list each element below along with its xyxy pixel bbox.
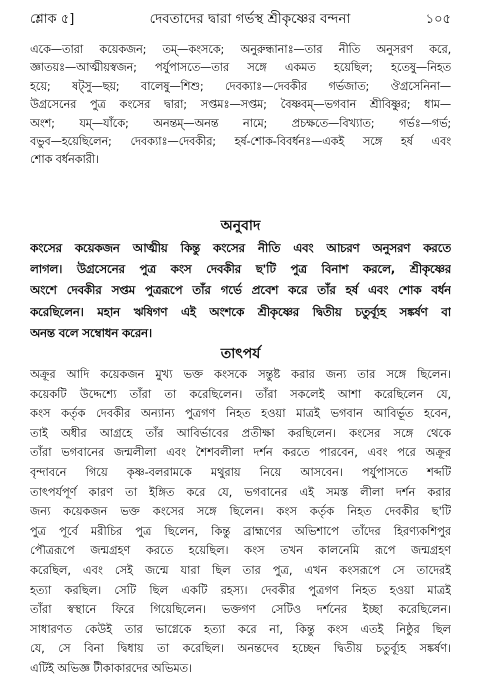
purport-line: জন্য কয়েকজন ভক্ত কংসের সঙ্গে ছিলেন। কংস কর্তৃক নিহত দেবকীর ছ'টি [30,504,451,519]
translation-heading-wrap [30,214,451,236]
synonyms-line: জ্ঞাতয়ঃ—আত্মীয়স্বজন; পর্যুপাসতে—তার সঙ্গে একমত হয়েছিল; হতেষু—নিহত [30,60,451,75]
synonyms-line: শোক বর্ধনকারী। [30,152,99,167]
purport-line: অক্রূর আদি কয়েকজন মুখ্য ভক্ত কংসকে সন্তুষ্ট করার জন্য তার সঙ্গে ছিলেন। [30,367,451,381]
running-header [30,8,451,30]
purport-line: সাধারণত কেউই তার ভাগ্নেকে হত্যা করে না, কিন্তু কংস এতই নিষ্ঠুর ছিল [30,621,451,636]
translation-line: অংশে দেবকীর সপ্তম পুত্ররূপে তাঁর গর্ভে প্রবেশ করে তাঁর হর্ষ এবং শোক বর্ধন [30,283,451,298]
translation-line: লাগল। উগ্রসেনের পুত্র কংস দেবকীর ছ'টি পুত্র বিনাশ করলে, শ্রীকৃষ্ণের [30,262,451,277]
purport-heading-wrap [30,342,451,364]
purport-line: বৃন্দাবনে গিয়ে কৃষ্ণ-বলরামকে মথুরায় নিয়ে আসবেন। পর্যুপাসতে শব্দটি [30,464,451,479]
purport-section [30,365,451,679]
verse-reference: শ্লোক ৫] [30,12,75,27]
translation-heading: অনুবাদ [220,218,261,234]
purport-line: পৌত্ররূপে জন্মগ্রহণ করতে হয়েছিল। কংস তখন কালনেমি রূপে জন্মগ্রহণ [30,543,451,558]
translation-line: অনন্ত বলে সম্বোধন করেন। [30,325,152,340]
translation-line: কংসের কয়েকজন আত্মীয় কিন্তু কংসের নীতি এবং আচরণ অনুসরণ করতে [30,241,451,255]
purport-line: কয়েকটি উদ্দেশ্যে তাঁরা তা করেছিলেন। তাঁরা সকলেই আশা করেছিলেন যে, [30,386,451,401]
purport-line: তাঁরা স্বস্থানে ফিরে গিয়েছিলেন। ভক্তগণ সেটিও দর্শনের ইচ্ছা করেছিলেন। [30,602,451,617]
synonyms-section [30,40,451,169]
purport-line: তাঁরা ভগবানের জন্মলীলা এবং শৈশবলীলা দর্শন করতে পারবেন, এবং পরে অক্রূর [30,445,451,460]
translation-line: করেছিলেন। মহান ঋষিগণ এই অংশকে শ্রীকৃষ্ণের দ্বিতীয় চতুর্ব্যূহ সঙ্কর্ষণ বা [30,304,451,319]
purport-line: এটিই অভিজ্ঞ টীকাকারদের অভিমত। [30,660,192,675]
purport-line: হত্যা করছিল। সেটি ছিল একটি রহস্য। দেবকীর পুত্রগণ নিহত হওয়া মাত্রই [30,582,451,597]
synonyms-line: একে—তারা কয়েকজন; তম্—কংসকে; অনুরুন্ধানাঃ—তার নীতি অনুসরণ করে, [30,42,451,56]
purport-line: তাই অধীর আগ্রহে তাঁর আবির্ভাবের প্রতীক্ষা করছিলেন। কংসের সঙ্গে থেকে [30,425,451,440]
page-number: ১০৫ [425,12,451,27]
translation-section [30,238,451,344]
synonyms-line: অংশ; যম্—যাঁকে; অনন্তম্—অনন্ত নামে; প্রচক্ষতে—বিখ্যাত; গর্ভঃ—গর্ভ; [30,115,451,130]
purport-line: পুত্র পূর্বে মরীচির পুত্র ছিলেন, কিন্তু ব্রাহ্মণের অভিশাপে তাঁদের হিরণ্যকশিপুর [30,523,451,538]
synonyms-line: বভুব—হয়েছিলেন; দেবক্যাঃ—দেবকীর; হর্ষ-শোক-বিবর্ধনঃ—একই সঙ্গে হর্ষ এবং [30,133,451,148]
purport-line: যে, সে বিনা দ্বিধায় তা করেছিল। অনন্তদেব হচ্ছেন দ্বিতীয় চতুর্ব্যূহ সঙ্কর্ষণ। [30,641,451,656]
purport-line: তাৎপর্যপূর্ণ কারণ তা ইঙ্গিত করে যে, ভগবানের এই সমস্ত লীলা দর্শন করার [30,484,451,499]
synonyms-line: হয়ে; ষট্সু—ছয়; বালেষু—শিশু; দেবক্যাঃ—দেবকীর গর্ভজাত; ঔগ্রসেনিনা— [30,78,451,93]
synonyms-line: উগ্রসেনের পুত্র কংসের দ্বারা; সপ্তমঃ—সপ্তম; বৈষ্ণবম্—ভগবান শ্রীবিষ্ণুর; ধাম— [30,97,451,112]
purport-line: করেছিল, এবং সেই জন্মে যারা ছিল তার পুত্র, এখন কংসরূপে সে তাদেরই [30,562,451,577]
purport-heading: তাৎপর্য [220,346,261,362]
purport-line: কংস কর্তৃক দেবকীর অন্যান্য পুত্রগণ নিহত হওয়া মাত্রই ভগবান আবির্ভূত হবেন, [30,406,451,421]
chapter-title: দেবতাদের দ্বারা গর্ভস্থ শ্রীকৃষ্ণের বন্দনা [149,11,351,27]
